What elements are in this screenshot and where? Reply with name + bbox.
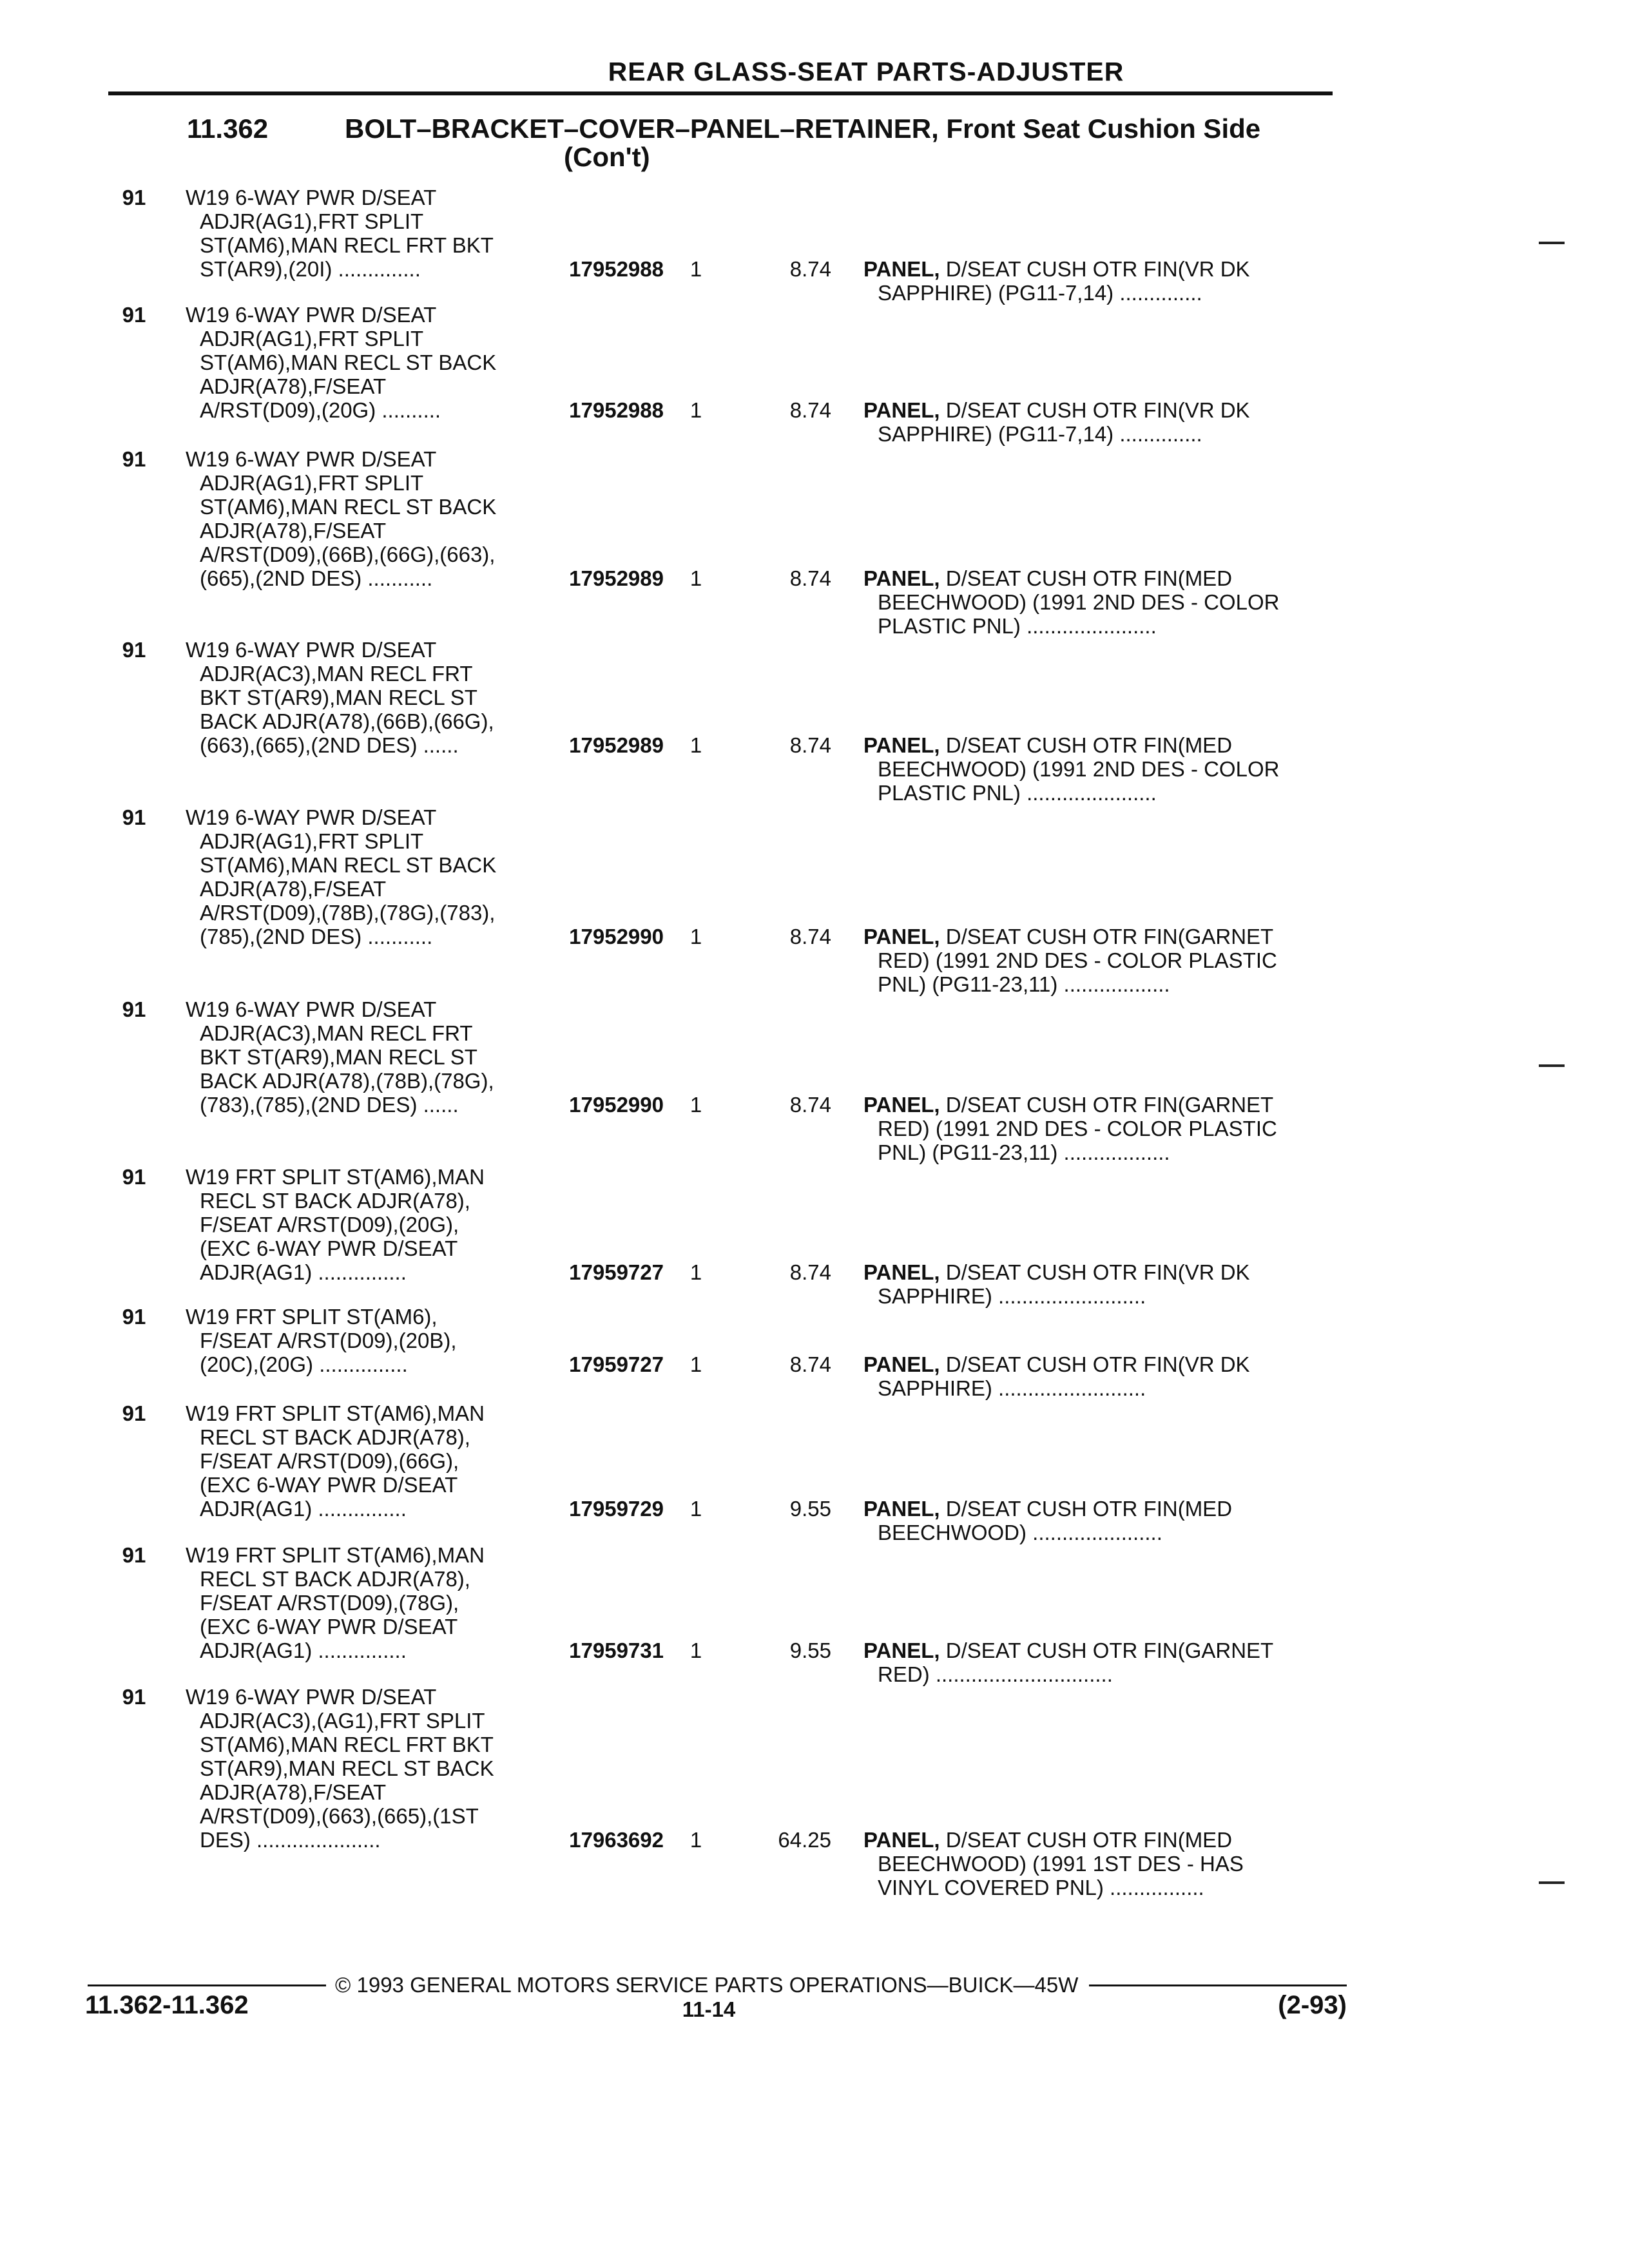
description-line: ADJR(AG1) ...............	[200, 1260, 407, 1284]
part-description	[863, 1828, 1327, 1899]
part-number: 17963692	[569, 1828, 664, 1852]
description-line: ST(AM6),MAN RECL ST BACK	[200, 351, 497, 374]
part-description-line: BEECHWOOD) (1991 2ND DES - COLOR	[878, 757, 1280, 781]
part-description-line	[863, 1828, 1327, 1852]
footer-copyright: © 1993 GENERAL MOTORS SERVICE PARTS OPERATIONS—BUICK—45W	[335, 1973, 1079, 1997]
description-line: ST(AR9),MAN RECL ST BACK	[200, 1756, 494, 1780]
model-year: 91	[122, 1685, 146, 1709]
margin-mark	[1539, 1064, 1565, 1067]
footer-range: 11.362-11.362	[85, 1991, 249, 2019]
description-line: ADJR(AG1) ...............	[200, 1639, 407, 1662]
price: 9.55	[789, 1639, 831, 1662]
description-line: (663),(665),(2ND DES) ......	[200, 733, 459, 757]
page-header: REAR GLASS-SEAT PARTS-ADJUSTER	[608, 57, 1124, 86]
application-description	[186, 1685, 540, 1852]
model-year: 91	[122, 303, 146, 327]
description-line: ADJR(AG1) ...............	[200, 1497, 407, 1521]
part-description-line	[863, 398, 1327, 422]
part-description-text: D/SEAT CUSH OTR FIN(MED	[945, 733, 1233, 757]
margin-mark	[1539, 1881, 1565, 1884]
description-line: RECL ST BACK ADJR(A78),	[200, 1189, 470, 1213]
part-description	[863, 1639, 1327, 1686]
description-line: ST(AR9),(20I) ..............	[200, 257, 421, 281]
part-description-text: D/SEAT CUSH OTR FIN(VR DK	[945, 398, 1250, 422]
description-line: BACK ADJR(A78),(66B),(66G),	[200, 709, 494, 733]
description-line: ADJR(AC3),MAN RECL FRT	[200, 1021, 473, 1045]
model-year: 91	[122, 1165, 146, 1189]
description-line: F/SEAT A/RST(D09),(78G),	[200, 1591, 459, 1615]
description-line: ST(AM6),MAN RECL ST BACK	[200, 853, 497, 877]
model-year: 91	[122, 638, 146, 662]
description-line: W19 6-WAY PWR D/SEAT	[186, 997, 437, 1021]
description-line: W19 6-WAY PWR D/SEAT	[186, 1685, 437, 1709]
description-line: W19 6-WAY PWR D/SEAT	[186, 447, 437, 471]
description-line: RECL ST BACK ADJR(A78),	[200, 1567, 470, 1591]
part-description-line: SAPPHIRE) (PG11-7,14) ..............	[878, 422, 1202, 446]
part-description-text: D/SEAT CUSH OTR FIN(VR DK	[945, 257, 1250, 281]
price: 8.74	[789, 566, 831, 590]
application-description	[186, 638, 540, 757]
part-name: PANEL,	[863, 1352, 940, 1376]
part-description-line: SAPPHIRE) .........................	[878, 1284, 1146, 1308]
model-year: 91	[122, 997, 146, 1021]
description-line: W19 6-WAY PWR D/SEAT	[186, 805, 437, 829]
application-description	[186, 303, 540, 422]
part-number: 17959729	[569, 1497, 664, 1521]
description-line: W19 6-WAY PWR D/SEAT	[186, 186, 437, 209]
description-line: (20C),(20G) ...............	[200, 1352, 408, 1376]
description-line: ADJR(AG1),FRT SPLIT	[200, 829, 424, 853]
footer-rule-left	[88, 1984, 326, 1986]
quantity: 1	[689, 257, 702, 281]
part-number: 17952989	[569, 566, 664, 590]
description-line: A/RST(D09),(66B),(66G),(663),	[200, 543, 496, 566]
footer-page-number: 11-14	[682, 1997, 736, 2021]
price: 9.55	[789, 1497, 831, 1521]
description-line: (783),(785),(2ND DES) ......	[200, 1093, 459, 1117]
description-line: BKT ST(AR9),MAN RECL ST	[200, 1045, 477, 1069]
price: 8.74	[789, 1093, 831, 1117]
part-description-text: D/SEAT CUSH OTR FIN(MED	[945, 566, 1233, 590]
part-description-line: RED) (1991 2ND DES - COLOR PLASTIC	[878, 1117, 1277, 1140]
part-description-line	[863, 733, 1327, 757]
part-description-text: D/SEAT CUSH OTR FIN(MED	[945, 1828, 1233, 1852]
part-name: PANEL,	[863, 1828, 940, 1852]
model-year: 91	[122, 805, 146, 829]
description-line: W19 6-WAY PWR D/SEAT	[186, 638, 437, 662]
description-line: A/RST(D09),(20G) ..........	[200, 398, 441, 422]
part-description-text: D/SEAT CUSH OTR FIN(VR DK	[945, 1352, 1250, 1376]
part-description-line: PNL) (PG11-23,11) ..................	[878, 972, 1170, 996]
description-line: (EXC 6-WAY PWR D/SEAT	[200, 1473, 458, 1497]
price: 8.74	[789, 398, 831, 422]
quantity: 1	[689, 1497, 702, 1521]
quantity: 1	[689, 925, 702, 948]
description-line: ADJR(A78),F/SEAT	[200, 519, 387, 543]
model-year: 91	[122, 186, 146, 209]
part-description-line	[863, 925, 1327, 948]
part-description	[863, 566, 1327, 638]
part-description-line: PLASTIC PNL) ......................	[878, 781, 1157, 805]
part-description-text: D/SEAT CUSH OTR FIN(GARNET	[945, 1639, 1274, 1662]
description-line: (785),(2ND DES) ...........	[200, 925, 433, 948]
part-description-line: BEECHWOOD) ......................	[878, 1521, 1162, 1544]
part-description-text: D/SEAT CUSH OTR FIN(MED	[945, 1497, 1233, 1521]
description-line: (EXC 6-WAY PWR D/SEAT	[200, 1236, 458, 1260]
description-line: F/SEAT A/RST(D09),(20G),	[200, 1213, 459, 1236]
part-number: 17952990	[569, 925, 664, 948]
part-name: PANEL,	[863, 1639, 940, 1662]
part-description	[863, 733, 1327, 805]
part-name: PANEL,	[863, 733, 940, 757]
application-description	[186, 1543, 540, 1662]
description-line: W19 FRT SPLIT ST(AM6),	[186, 1305, 438, 1329]
part-name: PANEL,	[863, 566, 940, 590]
part-description-line	[863, 1639, 1327, 1662]
margin-mark	[1539, 242, 1565, 244]
quantity: 1	[689, 566, 702, 590]
description-line: ADJR(AC3),(AG1),FRT SPLIT	[200, 1709, 485, 1733]
part-number: 17952988	[569, 398, 664, 422]
price: 8.74	[789, 257, 831, 281]
price: 8.74	[789, 925, 831, 948]
description-line: ADJR(A78),F/SEAT	[200, 374, 387, 398]
description-line: W19 FRT SPLIT ST(AM6),MAN	[186, 1165, 485, 1189]
description-line: DES) .....................	[200, 1828, 381, 1852]
part-description-text: D/SEAT CUSH OTR FIN(VR DK	[945, 1260, 1250, 1284]
section-title-cont: (Con't)	[564, 142, 650, 172]
section-number: 11.362	[187, 113, 269, 144]
quantity: 1	[689, 1639, 702, 1662]
quantity: 1	[689, 398, 702, 422]
footer-rule-right	[1089, 1984, 1347, 1986]
part-number: 17952990	[569, 1093, 664, 1117]
part-name: PANEL,	[863, 925, 940, 948]
application-description	[186, 805, 540, 948]
part-description-line	[863, 1352, 1327, 1376]
part-description-line: BEECHWOOD) (1991 1ST DES - HAS	[878, 1852, 1244, 1876]
description-line: ST(AM6),MAN RECL FRT BKT	[200, 233, 494, 257]
part-description-line: RED) ..............................	[878, 1662, 1113, 1686]
part-description-line	[863, 1497, 1327, 1521]
quantity: 1	[689, 1352, 702, 1376]
part-description	[863, 398, 1327, 446]
description-line: ADJR(AC3),MAN RECL FRT	[200, 662, 473, 686]
part-description	[863, 1352, 1327, 1400]
description-line: ADJR(AG1),FRT SPLIT	[200, 327, 424, 351]
part-description	[863, 1260, 1327, 1308]
quantity: 1	[689, 1828, 702, 1852]
section-title: BOLT–BRACKET–COVER–PANEL–RETAINER, Front Seat Cushion Side	[345, 113, 1261, 144]
description-line: ADJR(A78),F/SEAT	[200, 1780, 387, 1804]
description-line: (EXC 6-WAY PWR D/SEAT	[200, 1615, 458, 1639]
part-description-line: RED) (1991 2ND DES - COLOR PLASTIC	[878, 948, 1277, 972]
model-year: 91	[122, 1305, 146, 1329]
description-line: F/SEAT A/RST(D09),(66G),	[200, 1449, 459, 1473]
application-description	[186, 1305, 540, 1376]
part-description-line: PLASTIC PNL) ......................	[878, 614, 1157, 638]
part-description	[863, 257, 1327, 305]
quantity: 1	[689, 733, 702, 757]
part-description-line: PNL) (PG11-23,11) ..................	[878, 1140, 1170, 1164]
footer-date: (2-93)	[1278, 1991, 1347, 2019]
price: 64.25	[778, 1828, 831, 1852]
part-description-line	[863, 1260, 1327, 1284]
description-line: (665),(2ND DES) ...........	[200, 566, 433, 590]
model-year: 91	[122, 1401, 146, 1425]
description-line: W19 FRT SPLIT ST(AM6),MAN	[186, 1543, 485, 1567]
price: 8.74	[789, 733, 831, 757]
part-number: 17952989	[569, 733, 664, 757]
part-description	[863, 1093, 1327, 1164]
part-description-line: SAPPHIRE) .........................	[878, 1376, 1146, 1400]
part-number: 17959727	[569, 1352, 664, 1376]
application-description	[186, 997, 540, 1117]
part-description	[863, 1497, 1327, 1544]
part-number: 17959727	[569, 1260, 664, 1284]
part-description-text: D/SEAT CUSH OTR FIN(GARNET	[945, 1093, 1274, 1117]
description-line: W19 6-WAY PWR D/SEAT	[186, 303, 437, 327]
part-description-line: VINYL COVERED PNL) ................	[878, 1876, 1204, 1899]
part-name: PANEL,	[863, 398, 940, 422]
description-line: ST(AM6),MAN RECL ST BACK	[200, 495, 497, 519]
part-name: PANEL,	[863, 1093, 940, 1117]
model-year: 91	[122, 447, 146, 471]
model-year: 91	[122, 1543, 146, 1567]
description-line: BACK ADJR(A78),(78B),(78G),	[200, 1069, 494, 1093]
part-description-line	[863, 257, 1327, 281]
header-rule	[108, 91, 1333, 95]
part-name: PANEL,	[863, 1260, 940, 1284]
description-line: A/RST(D09),(663),(665),(1ST	[200, 1804, 479, 1828]
description-line: ST(AM6),MAN RECL FRT BKT	[200, 1733, 494, 1756]
part-description	[863, 925, 1327, 996]
description-line: RECL ST BACK ADJR(A78),	[200, 1425, 470, 1449]
description-line: BKT ST(AR9),MAN RECL ST	[200, 686, 477, 709]
part-description-line	[863, 1093, 1327, 1117]
price: 8.74	[789, 1352, 831, 1376]
part-number: 17952988	[569, 257, 664, 281]
description-line: ADJR(AG1),FRT SPLIT	[200, 209, 424, 233]
application-description	[186, 447, 540, 590]
description-line: ADJR(A78),F/SEAT	[200, 877, 387, 901]
application-description	[186, 1165, 540, 1284]
part-description-line	[863, 566, 1327, 590]
part-description-text: D/SEAT CUSH OTR FIN(GARNET	[945, 925, 1274, 948]
application-description	[186, 1401, 540, 1521]
quantity: 1	[689, 1260, 702, 1284]
part-name: PANEL,	[863, 257, 940, 281]
price: 8.74	[789, 1260, 831, 1284]
part-description-line: BEECHWOOD) (1991 2ND DES - COLOR	[878, 590, 1280, 614]
part-name: PANEL,	[863, 1497, 940, 1521]
description-line: F/SEAT A/RST(D09),(20B),	[200, 1329, 457, 1352]
quantity: 1	[689, 1093, 702, 1117]
application-description	[186, 186, 540, 281]
part-number: 17959731	[569, 1639, 664, 1662]
description-line: W19 FRT SPLIT ST(AM6),MAN	[186, 1401, 485, 1425]
part-description-line: SAPPHIRE) (PG11-7,14) ..............	[878, 281, 1202, 305]
description-line: ADJR(AG1),FRT SPLIT	[200, 471, 424, 495]
description-line: A/RST(D09),(78B),(78G),(783),	[200, 901, 496, 925]
